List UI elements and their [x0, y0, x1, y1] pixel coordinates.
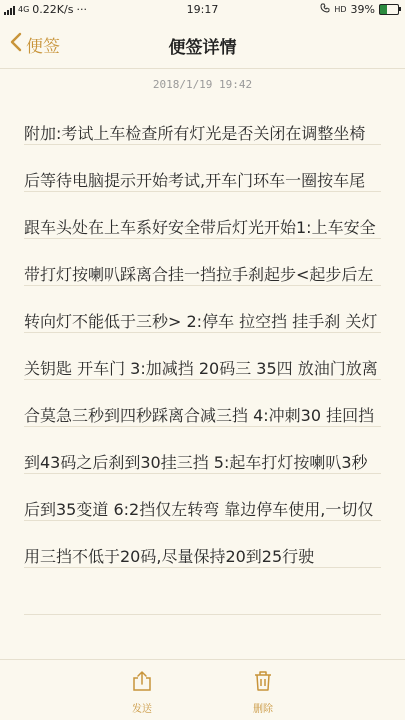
phone-icon: [320, 3, 330, 16]
battery-percent: 39%: [350, 3, 375, 16]
note-body[interactable]: [24, 98, 381, 618]
share-icon: [131, 677, 153, 696]
send-label: 发送: [132, 704, 152, 715]
page-title: 便签详情: [168, 38, 237, 58]
note-timestamp: 2018/1/19 19:42: [152, 78, 253, 91]
network-speed: 0.22K/s: [32, 3, 74, 16]
network-type: 4G: [18, 5, 30, 14]
trash-icon: [252, 677, 274, 696]
delete-label: 删除: [253, 704, 273, 715]
delete-button[interactable]: [233, 670, 293, 715]
battery-icon: [379, 4, 399, 15]
status-time: 19:17: [186, 3, 219, 16]
status-right: [320, 3, 399, 16]
status-bar: [0, 0, 405, 20]
back-label: 便签: [26, 37, 60, 57]
nav-bar: [0, 20, 405, 69]
status-dots: ···: [76, 3, 87, 16]
note-text[interactable]: 附加:考试上车检查所有灯光是否关闭在调整坐椅后等待电脑提示开始考试,开车门环车一圈按车尾跟车头处在上车系好安全带后灯光开始1:上车安全带打灯按喇叭踩离合挂一挡拉手刹起步<起步后左转向灯不能低于三秒> 2:停车 拉空挡 挂手刹 关灯 关钥匙 开车门 3:加减挡 20码三 35四 放油门放离合莫急三秒到四秒踩离合减三挡 4:冲刺30 挂回挡到43码之后刹到30挂三挡 5:起车打灯按喇叭3秒后到35变道 6:2挡仅左转弯 靠边停车使用,一切仅用三挡不低于20码,尽量保持20到25行驶: [24, 124, 383, 566]
hd-badge: HD: [334, 5, 347, 14]
send-button[interactable]: [112, 670, 172, 715]
bottom-toolbar: [0, 659, 405, 720]
